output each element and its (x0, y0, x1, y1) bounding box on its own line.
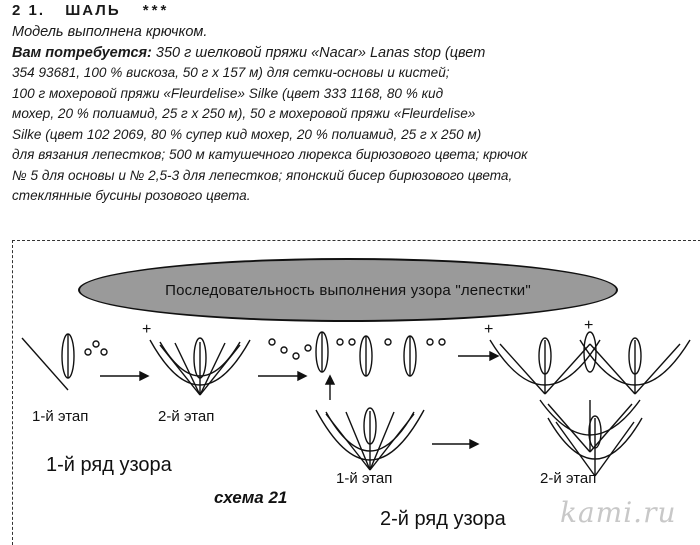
row1-stage1-label: 1-й этап (32, 408, 89, 425)
row2-title: 2-й ряд узора (380, 508, 506, 530)
materials-line: 100 г мохеровой пряжи «Fleurdelise» Silke (цвет 333 1168, 80 % кид (12, 85, 444, 101)
chain-line (22, 338, 68, 390)
materials-label: Вам потребуется: (12, 44, 152, 61)
banner-text: Последовательность выполнения узора "лепестки" (165, 281, 531, 299)
materials-line: для вязания лепестков; 500 м катушечного люрекса бирюзового цвета; крючок (12, 147, 528, 162)
row1-title: 1-й ряд узора (46, 454, 172, 476)
materials-line: Silke (цвет 102 2069, 80 % супер кид мохер, 20 % полиамид, 25 г х 250 м) (12, 126, 482, 142)
svg-text:+: + (584, 317, 594, 334)
materials-line: мохер, 20 % полиамид, 25 г х 250 м), 50 г мохеровой пряжи «Fleurdelise» (12, 106, 476, 121)
svg-text:+: + (484, 321, 494, 338)
row2-stage1-label: 1-й этап (336, 470, 393, 487)
article-number: 2 1. (12, 2, 46, 19)
row2-stage2-label: 2-й этап (540, 470, 597, 487)
materials-line: № 5 для основы и № 2,5-3 для лепестков; японский бисер бирюзового цвета, (12, 167, 513, 183)
difficulty-stars: *** (142, 2, 170, 19)
materials-line: 354 93681, 100 % вискоза, 50 г х 157 м) для сетки-основы и кистей; (12, 65, 450, 80)
description-line: Модель выполнена крючком. (12, 24, 208, 40)
scheme-label: схема 21 (214, 488, 288, 507)
materials-text: 350 г шелковой пряжи «Nacar» Lanas stop (цвет (151, 44, 486, 61)
article-title: ШАЛЬ (65, 2, 121, 19)
materials-line: стеклянные бусины розового цвета. (12, 188, 251, 203)
svg-text:+: + (142, 321, 152, 338)
watermark: kami.ru (560, 496, 677, 529)
row1-stage2-label: 2-й этап (158, 408, 215, 425)
chain-dot (85, 349, 91, 355)
